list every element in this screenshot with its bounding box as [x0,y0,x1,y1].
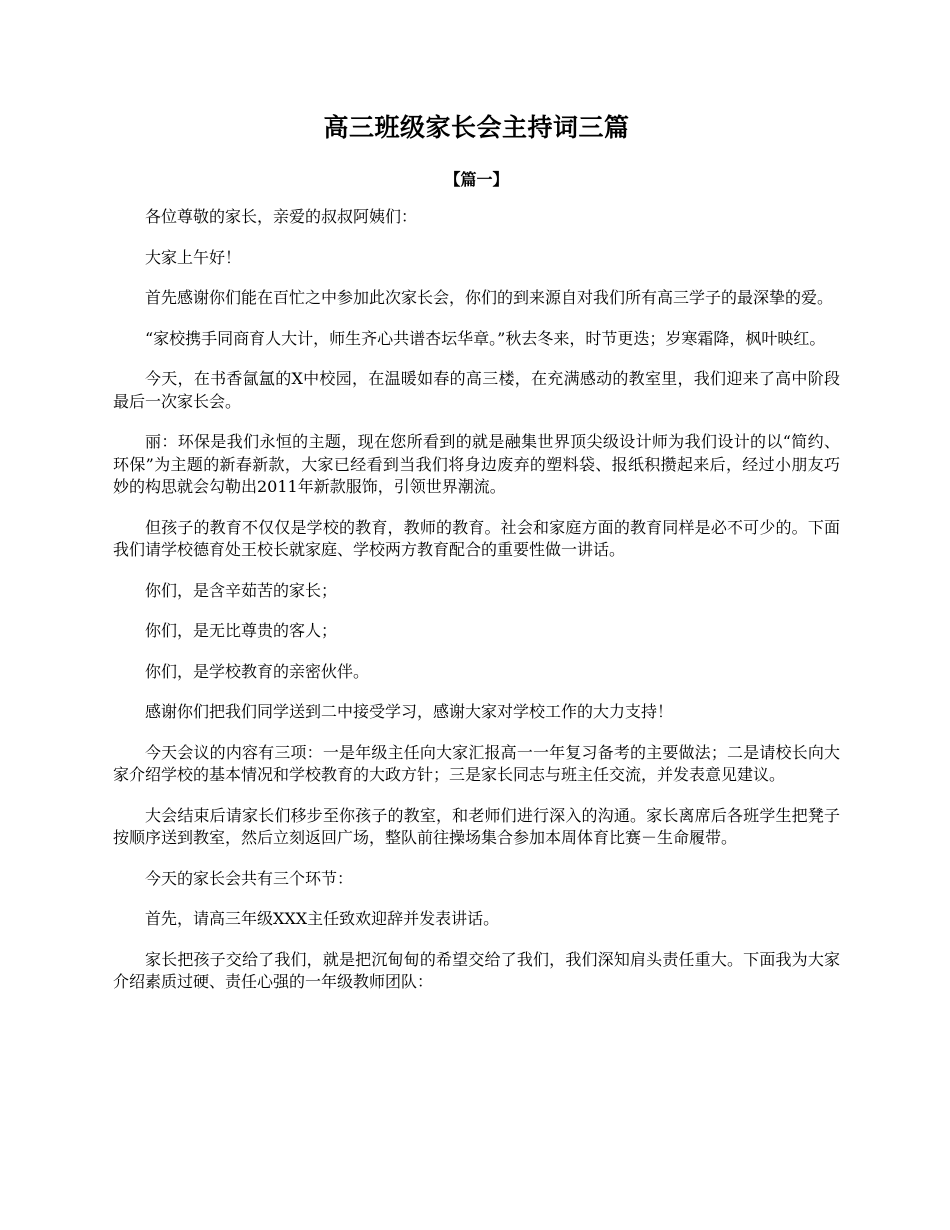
paragraph-education: 但孩子的教育不仅仅是学校的教育，教师的教育。社会和家庭方面的教育同样是必不可少的。下面我们请学校德育处王校长就家庭、学校两方教育配合的重要性做一讲话。 [113,517,840,559]
paragraph-support: 感谢你们把我们同学送到二中接受学习，感谢大家对学校工作的大力支持！ [145,702,674,721]
paragraph-today: 今天，在书香氤氲的X中校园，在温暖如春的高三楼，在充满感动的教室里，我们迎来了高中阶段最后一次家长会。 [113,369,840,411]
paragraph-teachers: 家长把孩子交给了我们，就是把沉甸甸的希望交给了我们，我们深知肩头责任重大。下面我为大家介绍素质过硬、责任心强的一年级教师团队： [113,949,840,991]
paragraph-parents: 你们，是含辛茹苦的家长； [145,580,338,600]
paragraph-after-meeting: 大会结束后请家长们移步至你孩子的教室，和老师们进行深入的沟通。家长离席后各班学生把凳子按顺序送到教室，然后立刻返回广场，整队前往操场集合参加本周体育比赛－生命履带。 [113,805,840,847]
section-heading: 【篇一】 [444,170,509,189]
paragraph-partners: 你们，是学校教育的亲密伙伴。 [145,661,370,681]
paragraph-agenda: 今天会议的内容有三项：一是年级主任向大家汇报高一一年复习备考的主要做法；二是请校长向大家介绍学校的基本情况和学校教育的大政方针；三是家长同志与班主任交流，并发表意见建议。 [113,742,840,784]
document-title: 高三班级家长会主持词三篇 [323,113,630,142]
paragraph-quote: “家校携手同商育人大计，师生齐心共谱杏坛华章。”秋去冬来，时节更迭；岁寒霜降，枫叶映红。 [145,328,826,348]
paragraph-first: 首先，请高三年级XXX主任致欢迎辞并发表讲话。 [145,909,500,928]
paragraph-thanks: 首先感谢你们能在百忙之中参加此次家长会，你们的到来源自对我们所有高三学子的最深挚的爱。 [145,288,834,307]
paragraph-guests: 你们，是无比尊贵的客人； [145,621,338,640]
document-page [113,110,840,1012]
paragraph-greeting: 各位尊敬的家长，亲爱的叔叔阿姨们： [145,207,418,226]
paragraph-environment: 丽：环保是我们永恒的主题，现在您所看到的就是融集世界顶尖级设计师为我们设计的以“简约、环保”为主题的新春新款，大家已经看到当我们将身边废弃的塑料袋、报纸积攒起来后，经过小朋友巧妙的构思就会勾勒出2011年新款服饰，引领世界潮流。 [113,432,840,496]
paragraph-three-parts: 今天的家长会共有三个环节： [145,868,354,888]
paragraph-good-morning: 大家上午好！ [145,247,242,267]
